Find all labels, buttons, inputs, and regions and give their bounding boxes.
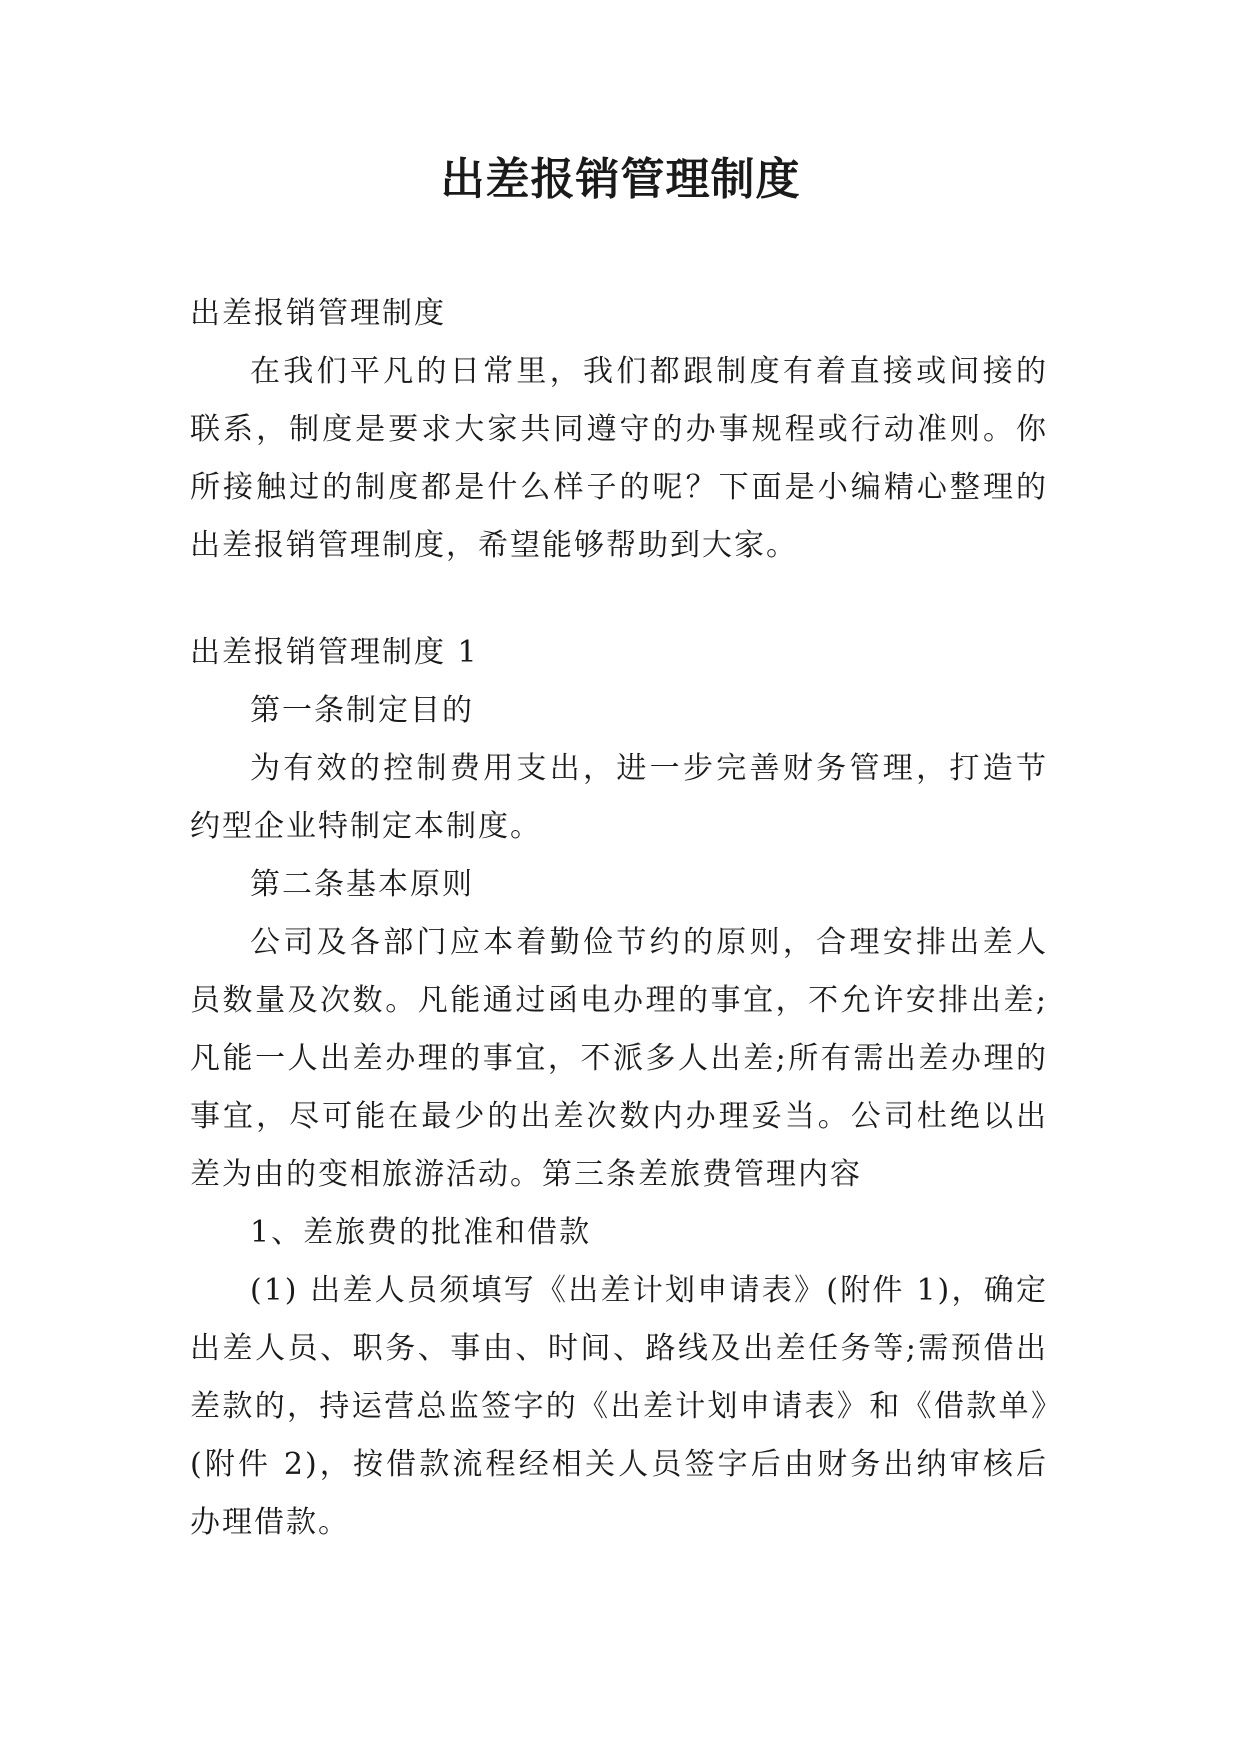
document-title: 出差报销管理制度: [440, 154, 801, 205]
section-heading: 出差报销管理制度: [190, 296, 446, 331]
body-paragraph: 公司及各部门应本着勤俭节约的原则，合理安排出差人员数量及次数。凡能通过函电办理的事宜，不允许安排出差;凡能一人出差办理的事宜，不派多人出差;所有需出差办理的事宜，尽可能在最少的出差次数内办理妥当。公司杜绝以出差为由的变相旅游活动。第三条差旅费管理内容: [190, 925, 1048, 1192]
section-heading: 出差报销管理制度 1: [190, 635, 479, 670]
paragraph-spacer: [190, 575, 1048, 624]
body-paragraph: (1) 出差人员须填写《出差计划申请表》(附件 1)，确定出差人员、职务、事由、时间、路线及出差任务等;需预借出差款的，持运营总监签字的《出差计划申请表》和《借款单》(附件 2)，按借款流程经相关人员签字后由财务出纳审核后办理借款。: [190, 1273, 1048, 1540]
intro-paragraph: 在我们平凡的日常里，我们都跟制度有着直接或间接的联系，制度是要求大家共同遵守的办事规程或行动准则。你所接触过的制度都是什么样子的呢？下面是小编精心整理的出差报销管理制度，希望能够帮助到大家。: [190, 354, 1048, 563]
article-heading: 第一条制定目的: [250, 693, 474, 728]
article-heading: 第二条基本原则: [250, 867, 474, 902]
document-body: [190, 285, 1048, 1552]
body-paragraph: 为有效的控制费用支出，进一步完善财务管理，打造节约型企业特制定本制度。: [190, 751, 1048, 844]
subsection-heading: 1、差旅费的批准和借款: [250, 1215, 592, 1250]
